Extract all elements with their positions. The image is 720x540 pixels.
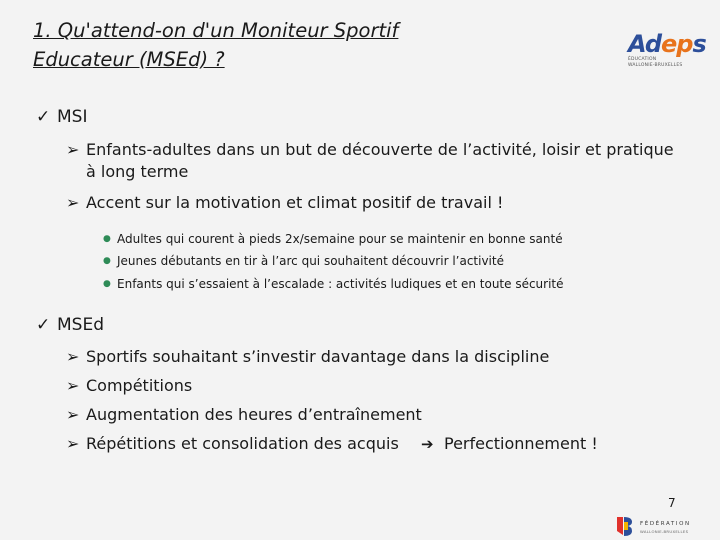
- adeps-logo-word: Adeps: [628, 30, 706, 58]
- federation-logo-mark-icon: [614, 515, 634, 537]
- section-heading-msi: MSI: [57, 107, 88, 127]
- dot-bullet-icon: ●: [103, 279, 111, 289]
- adeps-logo: [624, 30, 706, 70]
- msi-example-2: Jeunes débutants en tir à l’arc qui souhaitent découvrir l’activité: [117, 254, 504, 268]
- msed-item-4-result: Perfectionnement !: [444, 434, 598, 453]
- arrow-right-bullet-icon: ➢: [66, 193, 80, 212]
- arrow-right-bullet-icon: ➢: [66, 405, 80, 424]
- msi-example-1: Adultes qui courent à pieds 2x/semaine pour se maintenir en bonne santé: [117, 232, 563, 246]
- adeps-logo-sub1: ÉDUCATION: [628, 57, 657, 62]
- arrow-right-bullet-icon: ➢: [66, 376, 80, 395]
- slide-title: [33, 16, 503, 74]
- bold-right-arrow-icon: ➔: [421, 435, 434, 453]
- msi-item-2: Accent sur la motivation et climat positif de travail !: [86, 193, 504, 212]
- msi-item-1-cont: à long terme: [86, 162, 189, 181]
- slide-title-line1: 1. Qu'attend-on d'un Moniteur Sportif: [33, 19, 399, 42]
- federation-logo: [614, 513, 714, 540]
- arrow-right-bullet-icon: ➢: [66, 140, 80, 159]
- msed-item-3: Augmentation des heures d’entraînement: [86, 405, 422, 424]
- dot-bullet-icon: ●: [103, 234, 111, 244]
- arrow-right-bullet-icon: ➢: [66, 347, 80, 366]
- federation-logo-line1: FÉDÉRATION: [640, 521, 691, 527]
- msi-example-3: Enfants qui s’essaient à l’escalade : activités ludiques et en toute sécurité: [117, 277, 564, 291]
- federation-logo-line2: WALLONIE-BRUXELLES: [640, 529, 689, 534]
- arrow-right-bullet-icon: ➢: [66, 434, 80, 453]
- msed-item-2: Compétitions: [86, 376, 193, 395]
- section-heading-msed: MSEd: [57, 315, 104, 335]
- check-icon: ✓: [36, 315, 51, 335]
- dot-bullet-icon: ●: [103, 256, 111, 266]
- slide-title-line2: Educateur (MSEd) ?: [33, 48, 225, 71]
- check-icon: ✓: [36, 107, 51, 127]
- page-number: 7: [668, 496, 676, 510]
- msed-item-1: Sportifs souhaitant s’investir davantage dans la discipline: [86, 347, 550, 366]
- msed-item-4: Répétitions et consolidation des acquis: [86, 434, 399, 453]
- msi-item-1: Enfants-adultes dans un but de découverte de l’activité, loisir et pratique: [86, 140, 674, 159]
- adeps-logo-sub2: WALLONIE-BRUXELLES: [628, 63, 683, 68]
